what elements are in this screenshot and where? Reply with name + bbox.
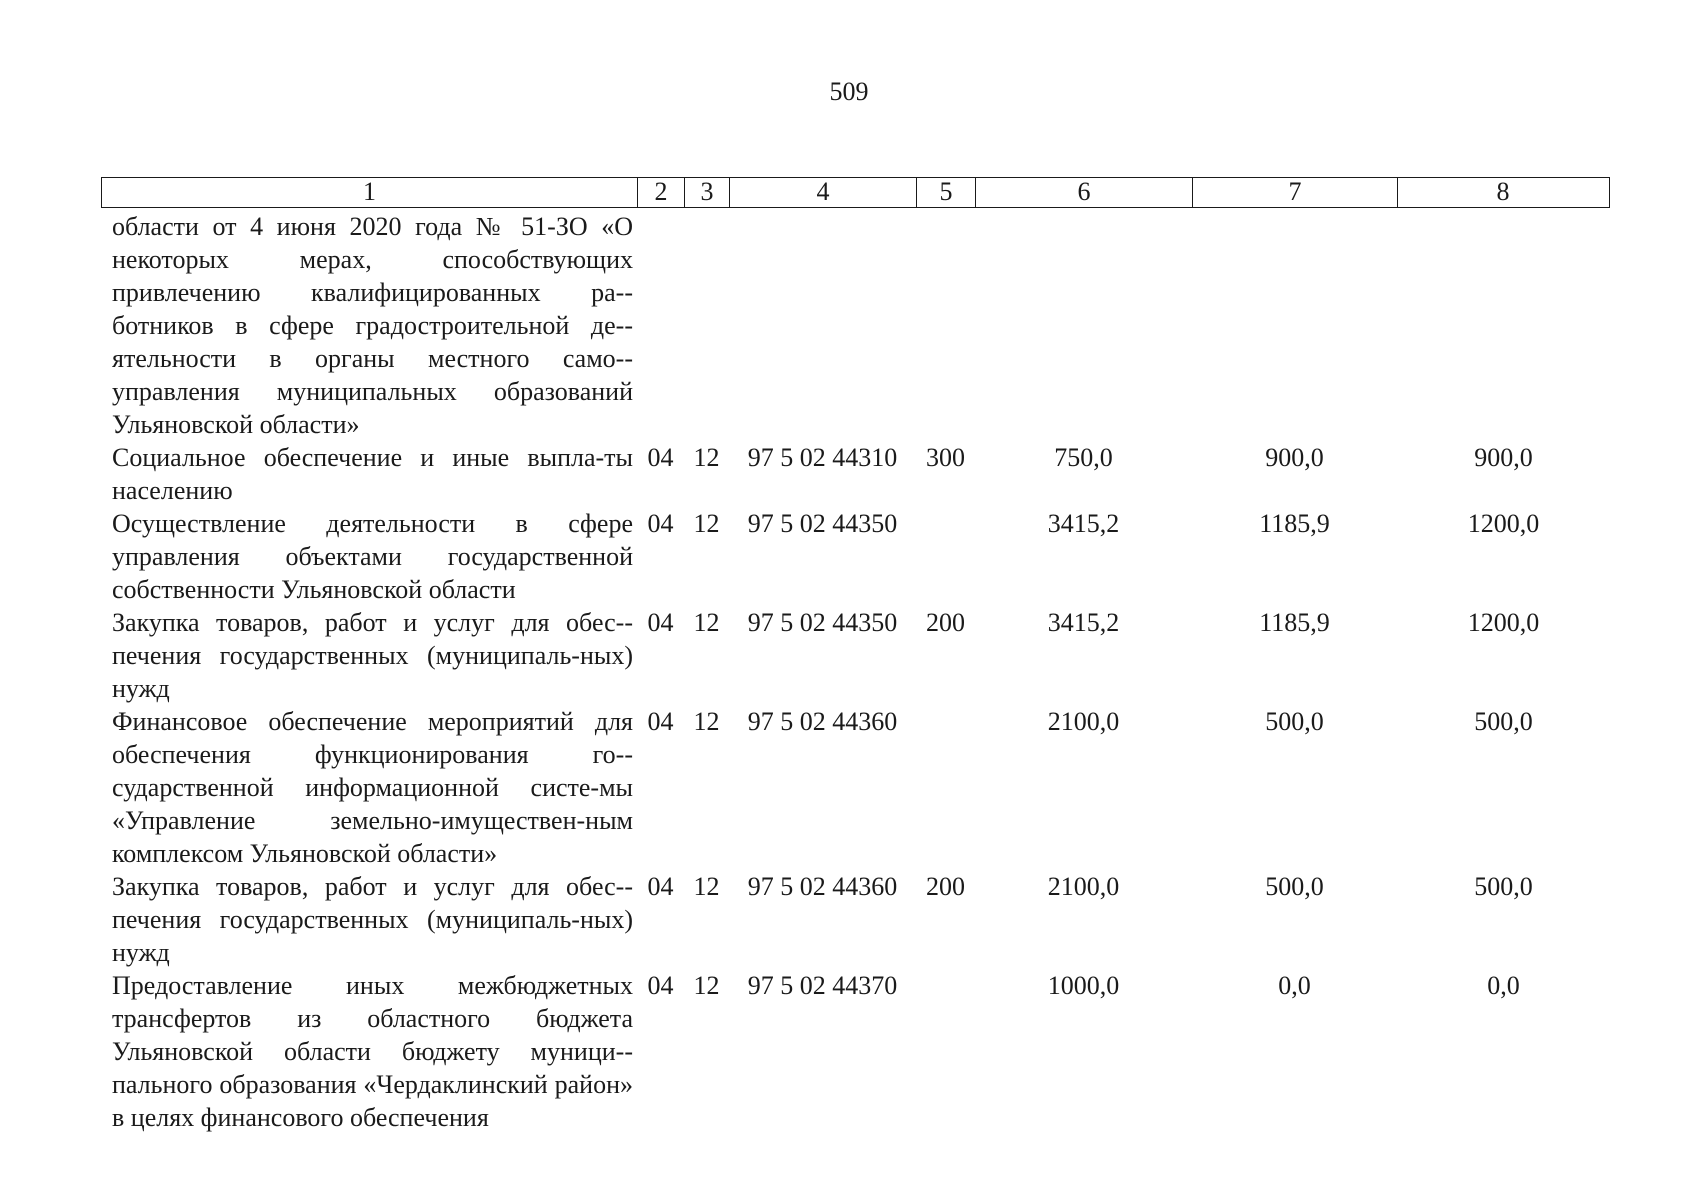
- row-section: 04: [647, 707, 674, 736]
- row-amount-8: 900,0: [1474, 443, 1533, 472]
- column-header-2: 2: [638, 178, 685, 207]
- row-amount-6: 1000,0: [1047, 971, 1120, 1000]
- row-amount-8: 0,0: [1487, 971, 1520, 1000]
- row-section: [637, 210, 684, 441]
- row-expense-type: 300: [926, 443, 965, 472]
- row-amount-7: 500,0: [1265, 872, 1324, 901]
- row-amount-7: 0,0: [1278, 971, 1311, 1000]
- row-amount-7: 1185,9: [1259, 509, 1330, 538]
- row-subsection: 12: [693, 509, 720, 538]
- column-header-8: 8: [1496, 177, 1510, 206]
- row-subsection: 12: [693, 707, 720, 736]
- table-row: [101, 507, 1610, 606]
- row-target-code: 97 5 02 44370: [747, 971, 898, 1000]
- row-amount-7: 500,0: [1265, 707, 1324, 736]
- page-number: 509: [829, 77, 869, 106]
- table-row: [101, 870, 1610, 969]
- row-amount-6: 2100,0: [1047, 707, 1120, 736]
- row-amount-6: [975, 210, 1192, 441]
- row-target-code: 97 5 02 44360: [747, 872, 898, 901]
- row-section: 04: [647, 608, 674, 637]
- row-target-code: 97 5 02 44350: [747, 608, 898, 637]
- row-section: 04: [647, 443, 674, 472]
- row-expense-type: 200: [926, 872, 965, 901]
- column-header-6: 6: [976, 178, 1193, 207]
- column-header-5: 5: [917, 178, 976, 207]
- table-row: [101, 969, 1610, 1134]
- row-section: 04: [647, 971, 674, 1000]
- row-expense-type: [916, 705, 975, 870]
- row-expense-type: 200: [926, 608, 965, 637]
- row-section: 04: [647, 509, 674, 538]
- row-amount-8: [1397, 210, 1610, 441]
- row-amount-7: 1185,9: [1259, 608, 1330, 637]
- row-subsection: [684, 210, 729, 441]
- row-target-code: 97 5 02 44350: [747, 509, 898, 538]
- row-target-code: 97 5 02 44360: [747, 707, 898, 736]
- column-header-1: 1: [102, 178, 638, 207]
- row-amount-8: 500,0: [1474, 707, 1533, 736]
- table-row: [101, 441, 1610, 507]
- row-amount-8: 1200,0: [1467, 509, 1540, 538]
- row-description: Закупка товаров, работ и услуг для обес-печения государственных (муниципаль-ных) нужд: [112, 608, 633, 703]
- row-amount-7: 900,0: [1265, 443, 1324, 472]
- row-target-code: [729, 210, 916, 441]
- table-row: [101, 210, 1610, 441]
- row-amount-8: 1200,0: [1467, 608, 1540, 637]
- row-amount-6: 2100,0: [1047, 872, 1120, 901]
- table-header: [101, 177, 1610, 208]
- row-subsection: 12: [693, 971, 720, 1000]
- row-description: Закупка товаров, работ и услуг для обес-печения государственных (муниципаль-ных) нужд: [112, 872, 633, 967]
- row-amount-7: [1192, 210, 1397, 441]
- row-description: Осуществление деятельности в сфере управления объектами государственной собственности Ульяновской области: [112, 509, 633, 604]
- row-section: 04: [647, 872, 674, 901]
- row-expense-type: [916, 210, 975, 441]
- column-header-3: 3: [685, 178, 730, 207]
- row-description: Предоставление иных межбюджетных трансфертов из областного бюджета Ульяновской области бюджету муници-пального образования «Чердаклинский район» в целях финансового обеспечения: [112, 971, 633, 1132]
- row-description: области от 4 июня 2020 года № 51-ЗО «О некоторых мерах, способствующих привлечению квалифицированных ра-ботников в сфере градостроительной де-ятельности в органы местного само-управления муниципальных образований Ульяновской области»: [112, 212, 633, 439]
- row-description: Финансовое обеспечение мероприятий для обеспечения функционирования го-сударственной информационной систе-мы «Управление земельно-имуществен-ным комплексом Ульяновской области»: [112, 707, 633, 868]
- table-row: [101, 705, 1610, 870]
- row-amount-8: 500,0: [1474, 872, 1533, 901]
- column-header-7: 7: [1193, 178, 1398, 207]
- row-expense-type: [916, 507, 975, 606]
- column-header-4: 4: [730, 178, 917, 207]
- row-subsection: 12: [693, 872, 720, 901]
- row-subsection: 12: [693, 443, 720, 472]
- row-expense-type: [916, 969, 975, 1134]
- row-amount-6: 750,0: [1054, 443, 1113, 472]
- row-subsection: 12: [693, 608, 720, 637]
- table-row: [101, 606, 1610, 705]
- row-description: Социальное обеспечение и иные выпла-ты населению: [112, 443, 633, 505]
- row-target-code: 97 5 02 44310: [747, 443, 898, 472]
- row-amount-6: 3415,2: [1047, 509, 1120, 538]
- row-amount-6: 3415,2: [1047, 608, 1120, 637]
- table-body: [101, 210, 1610, 1134]
